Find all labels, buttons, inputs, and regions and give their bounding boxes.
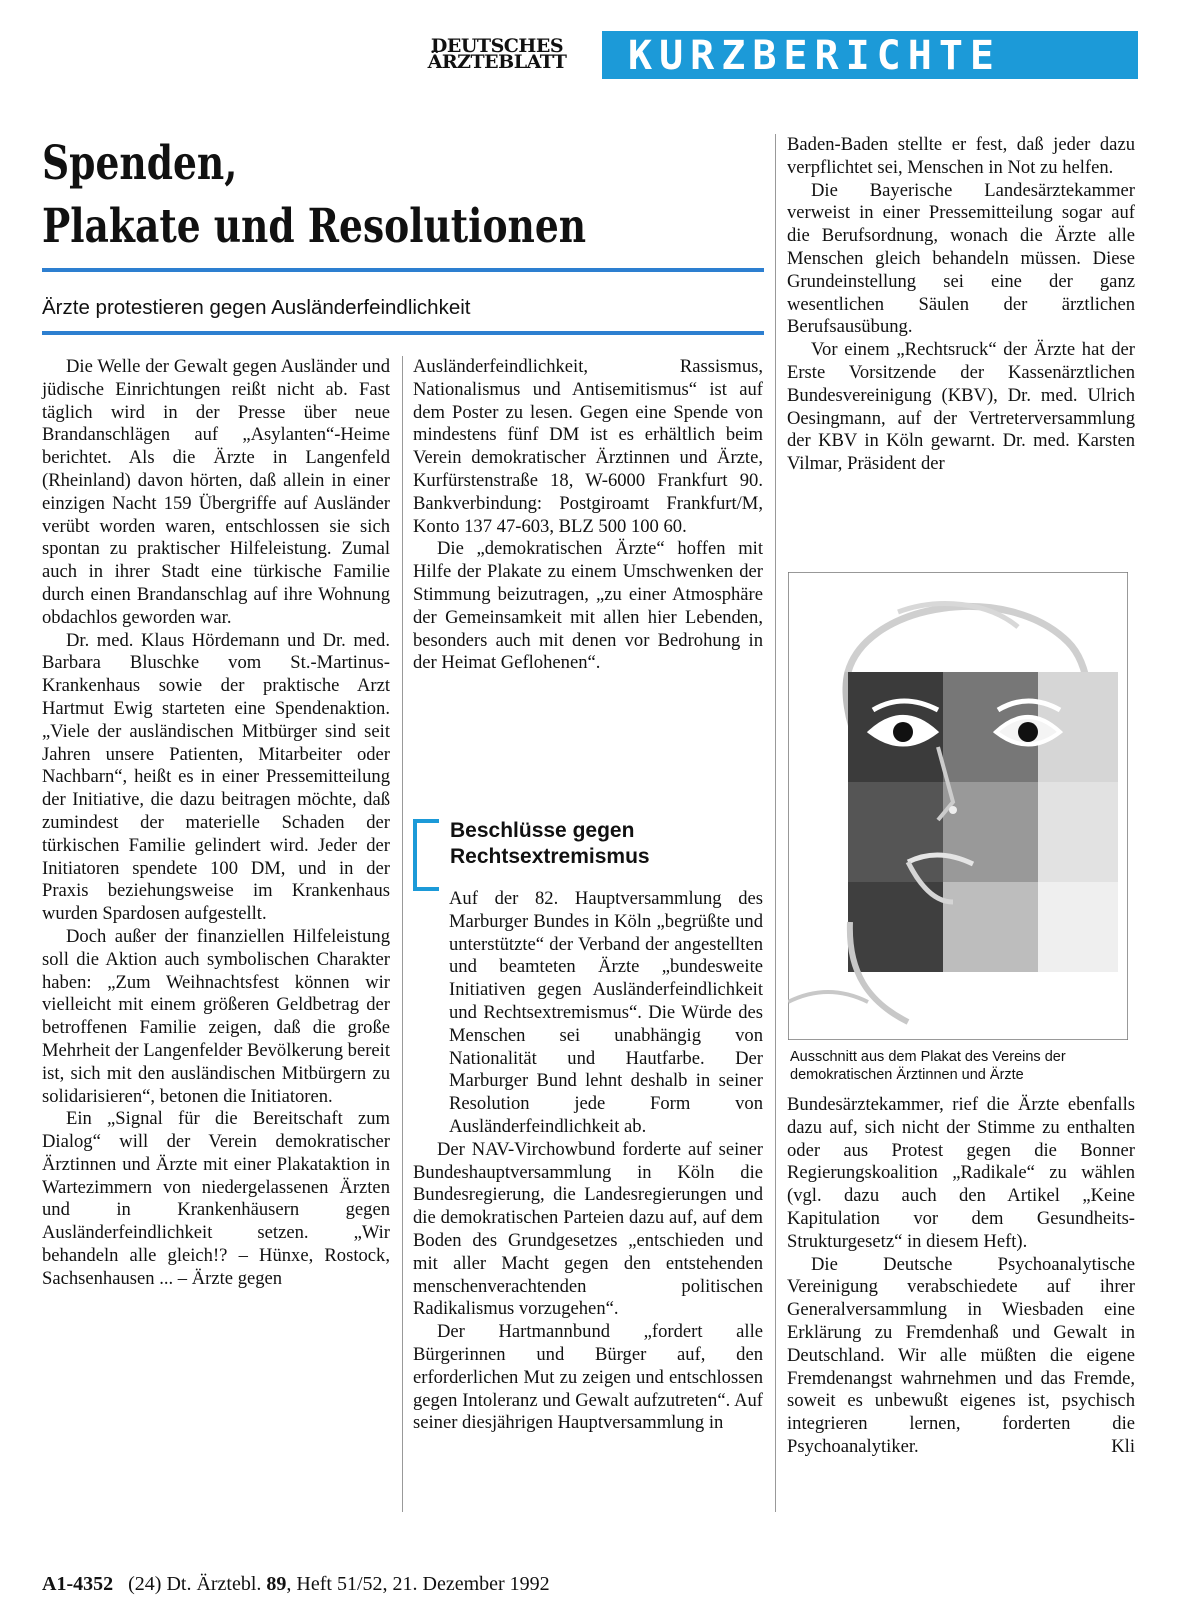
paragraph: Doch außer der finanziellen Hilfeleistung soll die Aktion auch symbolischen Charakter haben: „Zum Weihnachtsfest können wir vielleicht mit einem größeren Geldbetrag der betroffenen Familie zeigen, daß die große Mehrheit der Langenfelder Bevölkerung bereit ist, sich mit den ausländischen Mitbürgern zu solidarisieren“, betonen die Initiatoren. [42, 925, 390, 1107]
paragraph [787, 1254, 1135, 1459]
paragraph: Der NAV-Virchowbund forderte auf seiner Bundeshauptversammlung in Köln die Bundesregierung, die Landesregierungen und die demokratischen Parteien dazu auf, auf dem Boden des Grundgesetzes „entschieden und mit aller Macht gegen den entstehenden menschenverachtenden politischen Radikalismus vorzugehen“. [413, 1138, 763, 1320]
text-column-3-top [787, 134, 1135, 476]
headline-line-1: Spenden, [42, 136, 238, 191]
text-column-2-continued [413, 888, 763, 1435]
page-footer [42, 1573, 550, 1596]
section-band [602, 31, 1138, 79]
section-heading-line-2: Rechtsextremismus [450, 845, 650, 868]
masthead-logo [412, 35, 582, 73]
paragraph: Ein „Signal für die Bereitschaft zum Dialog“ will der Verein demokratischer Ärztinnen und Ärzte mit einer Plakataktion in Wartezimmern von niedergelassenen Ärzten und in Krankenhäusern gegen Ausländerfeindlichkeit setzen. „Wir behandeln alle gleich!? – Hünxe, Rostock, Sachsenhausen ... – Ärzte gegen [42, 1108, 390, 1289]
headline-rule [42, 268, 764, 272]
section-bracket-mark [413, 819, 439, 891]
footer-volume: 89 [266, 1573, 287, 1595]
footer-page-id: A1-4352 [42, 1573, 114, 1595]
paragraph: Der Hartmannbund „fordert alle Bürgerinnen und Bürger auf, den erforderlichen Mut zu zeigen und entschlossen gegen Intoleranz und Gewalt aufzutreten“. Auf seiner diesjährigen Hauptversammlung in [413, 1321, 763, 1434]
image-caption: Ausschnitt aus dem Plakat des Vereins der demokratischen Ärztinnen und Ärzte [790, 1049, 1066, 1083]
paragraph: Dr. med. Klaus Hördemann und Dr. med. Barbara Bluschke vom St.-Martinus-Krankenhaus sowie der praktische Arzt Hartmut Ewig starteten eine Spendenaktion. „Viele der ausländischen Mitbürger sind seit Jahren unsere Patienten, Mitarbeiter oder Nachbarn“, heißt es in einer Pressemitteilung der Initiative, die dazu beitragen möchte, daß zumindest der materielle Schaden der türkischen Familie gelindert wird. Jeder der Initiatoren spendete 100 DM, und in der Praxis beziehungsweise im Krankenhaus wurden Spardosen aufgestellt. [42, 629, 390, 925]
section-label: KURZBERICHTE [628, 33, 1001, 79]
text-column-3-bottom [787, 1094, 1135, 1459]
text-column-1 [42, 356, 390, 1291]
poster-image [788, 572, 1128, 1040]
subtitle-rule [42, 331, 764, 335]
column-divider [402, 356, 403, 1512]
headline-line-2: Plakate und Resolutionen [42, 199, 587, 254]
column-divider [775, 134, 776, 1512]
paragraph: Die Bayerische Landesärztekammer verweist in einer Pressemitteilung sogar auf die Berufsordnung, wonach die Ärzte alle Menschen gleich behandeln müssen. Diese Grundeinstellung sei eine der ganz wesentlichen Säulen der ärztlichen Berufsausübung. [787, 179, 1135, 338]
author-signature: Kli [1111, 1435, 1135, 1457]
masthead-line-1: DEUTSCHES [430, 35, 564, 57]
footer-journal: Dt. Ärztebl. [166, 1573, 262, 1595]
paragraph: Die Welle der Gewalt gegen Ausländer und jüdische Einrichtungen reißt nicht ab. Fast täglich wird in der Presse über neue Brandanschlägen auf „Asylanten“-Heime berichtet. Als die Ärzte in Langenfeld (Rheinland) davon hörten, daß allein in einer einzigen Nacht 159 Übergriffe auf Ausländer verübt worden waren, entschlossen sie sich spontan zu praktischer Hilfeleistung. Zumal auch in ihrer Stadt eine türkische Familie durch einen Brandanschlag auf ihre Wohnung obdachlos geworden war. [42, 356, 390, 628]
section-heading-line-1: Beschlüsse gegen [450, 819, 635, 842]
paragraph-text: Die Deutsche Psychoanalytische Vereinigung verabschiedete auf ihrer Generalversammlung in Wiesbaden eine Erklärung zu Fremdenhaß und Gewalt in Deutschland. Wir alle müßten die eigene Fremdenangst wahrnehmen und das Fremde, soweit es unbewußt eigenes ist, psychisch integrieren lernen, forderten die Psychoanalytiker. [787, 1253, 1135, 1457]
footer-issue: , Heft 51/52, 21. Dezember 1992 [286, 1573, 550, 1595]
article-subtitle: Ärzte protestieren gegen Ausländerfeindlichkeit [42, 296, 471, 319]
paragraph: Auf der 82. Hauptversammlung des Marburger Bundes in Köln „begrüßte und unterstützte“ der Verband der angestellten und beamteten Ärzte „bundesweite Initiativen gegen Ausländerfeindlichkeit und Rechtsextremismus“. Die Würde des Menschen sei unabhängig von Nationalität und Hautfarbe. Der Marburger Bund lehnt deshalb in seiner Resolution jede Form von Ausländerfeindlichkeit ab. [449, 888, 763, 1137]
paragraph: Vor einem „Rechtsruck“ der Ärzte hat der Erste Vorsitzende der Kassenärztlichen Bundesvereinigung (KBV), Dr. med. Ulrich Oesingmann, auf der Vertreterversammlung der KBV in Köln gewarnt. Dr. med. Karsten Vilmar, Präsident der [787, 339, 1135, 475]
paragraph: Bundesärztekammer, rief die Ärzte ebenfalls dazu auf, sich nicht der Stimme zu enthalten oder aus Protest gegen die Bonner Regierungskoalition „Radikale“ zu wählen (vgl. dazu auch den Artikel „Keine Kapitulation vor dem Gesundheits-Strukturgesetz“ in diesem Heft). [787, 1094, 1135, 1252]
section-heading [450, 818, 650, 870]
paragraph: Ausländerfeindlichkeit, Rassismus, Nationalismus und Antisemitismus“ ist auf dem Poster zu lesen. Gegen eine Spende von mindestens fünf DM ist es erhältlich beim Verein demokratischer Ärztinnen und Ärzte, Kurfürstenstraße 18, W-6000 Frankfurt 90. Bankverbindung: Postgiroamt Frankfurt/M, Konto 137 47-603, BLZ 500 100 60. [413, 356, 763, 537]
paragraph: Baden-Baden stellte er fest, daß jeder dazu verpflichtet sei, Menschen in Not zu helfen. [787, 134, 1135, 178]
paragraph: Die „demokratischen Ärzte“ hoffen mit Hilfe der Plakate zu einem Umschwenken der Stimmung beizutragen, „zu einer Atmosphäre der Gemeinsamkeit mit allen hier Lebenden, besonders auch mit denen vor Bedrohung in der Heimat Geflohenen“. [413, 538, 763, 674]
masthead-line-2: ÄRZTEBLATT [427, 51, 567, 73]
text-column-2 [413, 356, 763, 675]
footer-page-number: (24) [128, 1573, 162, 1595]
article-headline [42, 132, 618, 258]
